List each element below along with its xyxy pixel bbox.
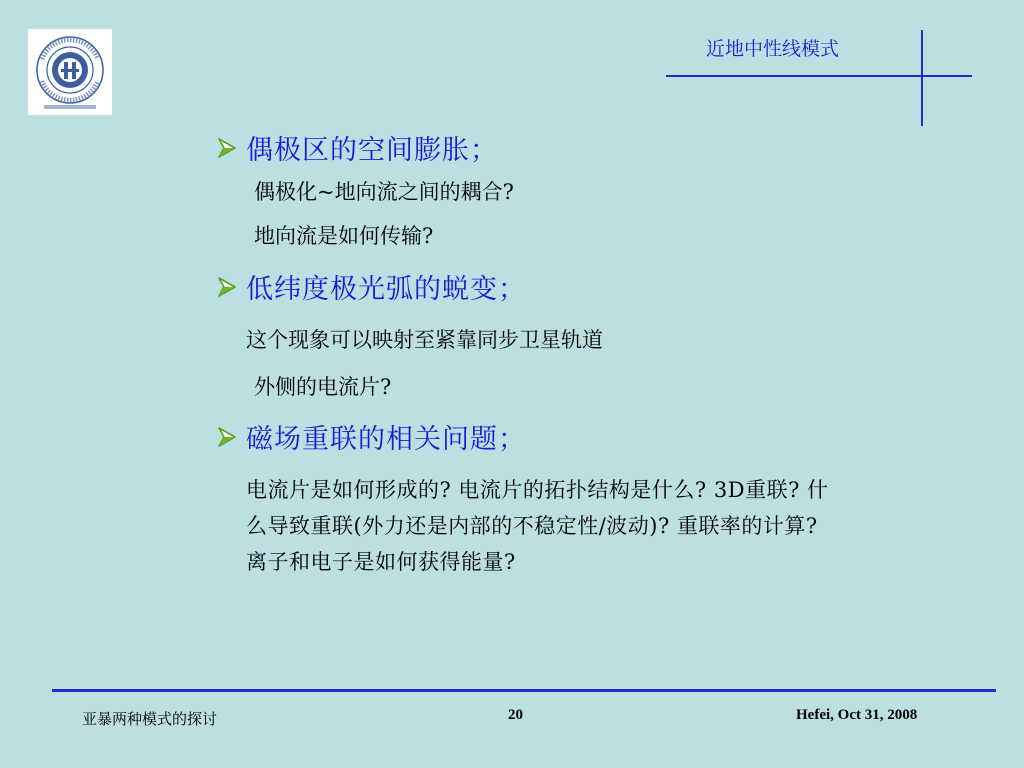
footer-title: 亚暴两种模式的探讨 — [82, 710, 218, 728]
bullet-2 — [216, 267, 526, 306]
footer-date: Hefei, Oct 31, 2008 — [796, 707, 918, 723]
university-logo — [28, 29, 112, 115]
header-title: 近地中性线模式 — [706, 38, 840, 60]
bullet-1-line-1: 偶极化~地向流之间的耦合? — [254, 180, 514, 204]
bullet-1-line-2: 地向流是如何传输? — [254, 224, 434, 248]
footer-rule — [52, 689, 996, 692]
bullet-1-title: 偶极区的空间膨胀； — [246, 135, 498, 166]
bullet-3-paragraph: 电流片是如何形成的? 电流片的拓扑结构是什么? 3D重联? 什么导致重联(外力还是内部的不稳定性/波动)? 重联率的计算? 离子和电子是如何获得能量? — [246, 478, 829, 574]
green-arrow-icon — [216, 426, 238, 448]
page-number: 20 — [508, 707, 523, 723]
green-arrow-icon — [216, 137, 238, 159]
university-seal-icon — [28, 29, 112, 115]
bullet-2-title: 低纬度极光弧的蜕变； — [246, 274, 526, 305]
bullet-3 — [216, 417, 526, 456]
bullet-2-line-1: 这个现象可以映射至紧靠同步卫星轨道 — [246, 328, 603, 352]
bullet-2-line-2: 外侧的电流片? — [254, 375, 392, 399]
bullet-3-title: 磁场重联的相关问题； — [246, 424, 526, 455]
header-horizontal-rule — [666, 75, 972, 77]
header-vertical-rule — [921, 30, 923, 126]
bullet-1 — [216, 128, 498, 167]
green-arrow-icon — [216, 276, 238, 298]
